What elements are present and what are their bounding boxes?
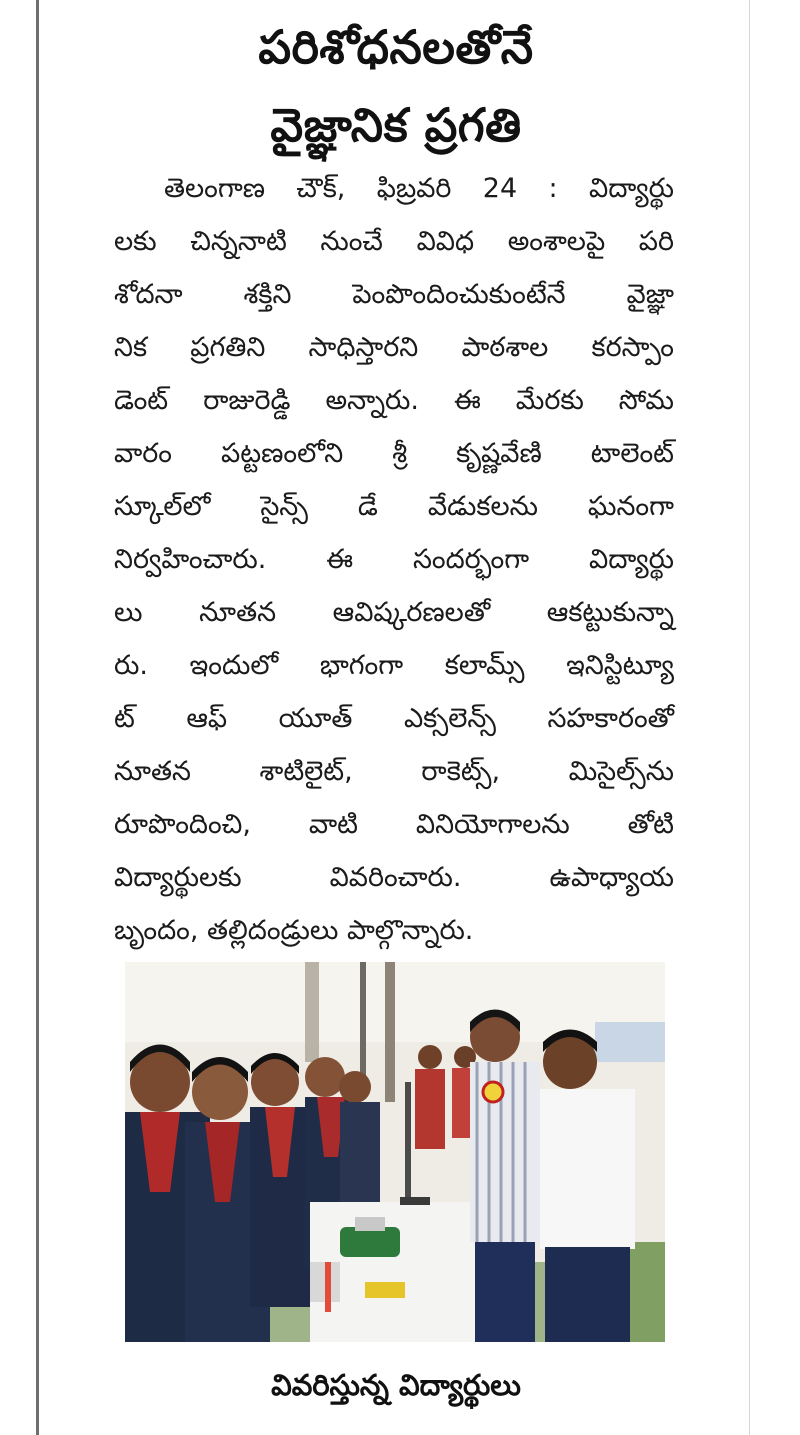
article-body-line: నిక ప్రగతిని సాధిస్తారని పాఠశాల కరస్పాం [114,332,674,363]
photo-illustration [125,962,665,1342]
article-body-line: వారం పట్టణంలోని శ్రీ కృష్ణవేణి టాలెంట్ [114,438,674,469]
article-body-line: ట్ ఆఫ్ యూత్ ఎక్సలెన్స్ సహకారంతో [114,703,674,734]
article-body-line: బృందం, తల్లిదండ్రులు పాల్గొన్నారు. [114,915,474,946]
article-body-line: నిర్వహించారు. ఈ సందర్భంగా విద్యార్థు [114,544,674,575]
article-body-line: లు నూతన ఆవిష్కరణలతో ఆకట్టుకున్నా [114,597,674,628]
article-body-line: రూపొందించి, వాటి వినియోగాలను తోటి [114,809,674,840]
headline-line-1: పరిశోధనలతోనే [258,20,534,74]
article-body-line: రు. ఇందులో భాగంగా కలామ్స్ ఇనిస్టిట్యూ [114,650,674,681]
article-body-line: నూతన శాటిలైట్, రాకెట్స్, మిసైల్స్‌ను [114,756,674,787]
column-rule-right [749,0,750,1435]
photo-caption: వివరిస్తున్న విద్యార్థులు [271,1368,521,1402]
article-body-line: తెలంగాణ చౌక్, ఫిబ్రవరి 24 : విద్యార్థు [164,173,674,204]
headline [96,8,696,164]
column-rule-left [36,0,39,1435]
article-body-line: శోదనా శక్తిని పెంపొందించుకుంటేనే వైజ్ఞా [114,279,674,310]
article-body [114,162,674,957]
article-body-line: డెంట్ రాజురెడ్డి అన్నారు. ఈ మేరకు సోమ [114,385,674,416]
article-body-line: లకు చిన్ననాటి నుంచే వివిధ అంశాలపై పరి [114,226,674,257]
article-body-line: స్కూల్‌లో సైన్స్ డే వేడుకలను ఘనంగా [114,491,674,522]
article-body-line: విద్యార్థులకు వివరించారు. ఉపాధ్యాయ [114,862,674,893]
headline-line-2: వైజ్ఞానిక ప్రగతి [270,98,522,152]
article-photo [125,962,665,1342]
